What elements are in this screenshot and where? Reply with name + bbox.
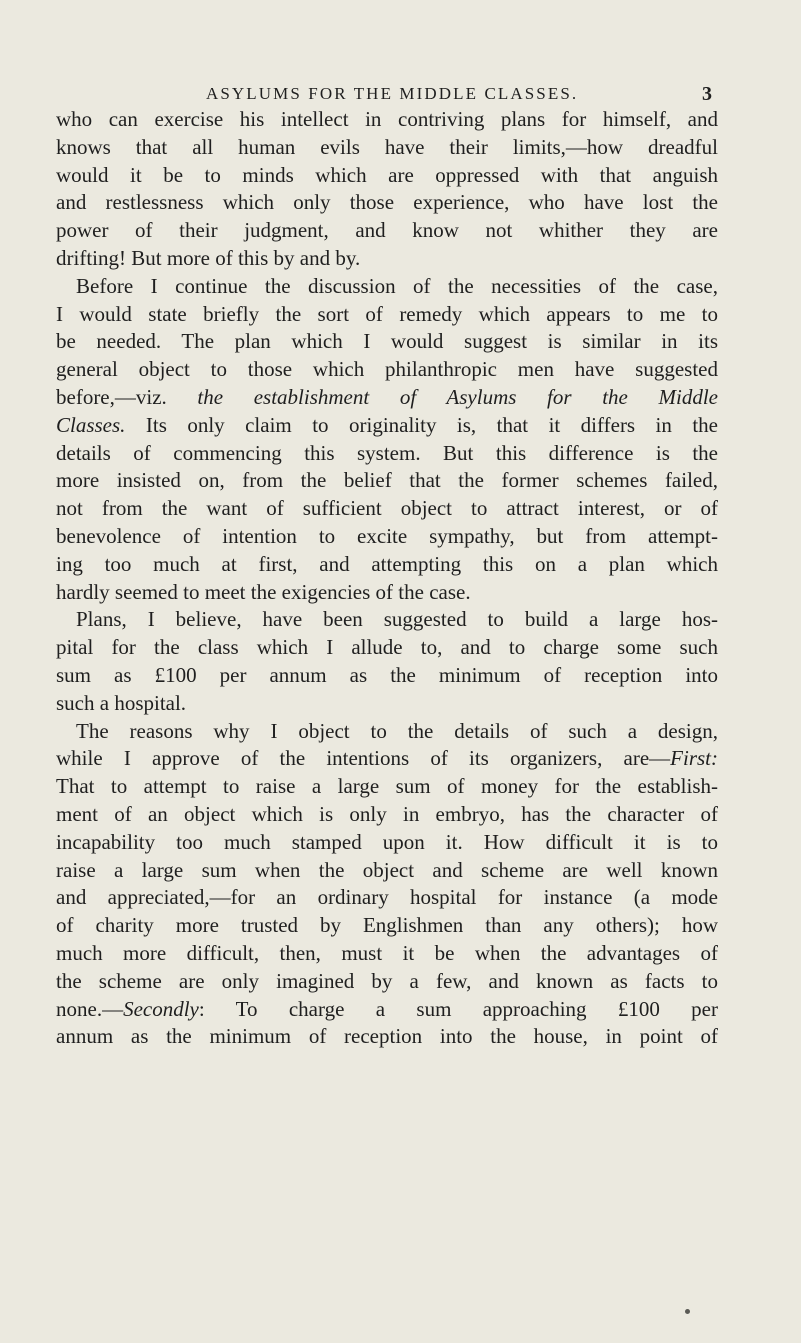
text-line: benevolence of intention to excite sympathy, but from attempt- <box>56 523 718 548</box>
text-line: pital for the class which I allude to, and to charge some such <box>56 635 718 660</box>
text-line: who can exercise his intellect in contriving plans for himself, and <box>56 107 718 131</box>
text-line: Plans, I believe, have been suggested to build a large hos- <box>76 607 718 632</box>
ink-dot <box>685 1309 690 1314</box>
text-run: : To charge a sum approaching £100 per <box>198 996 718 1021</box>
text-line: annum as the minimum of reception into the house, in point of <box>56 1024 718 1049</box>
body-text <box>56 106 718 1051</box>
text-line: power of their judgment, and know not whither they are <box>56 218 718 243</box>
text-line: knows that all human evils have their limits,—how dreadful <box>56 134 718 159</box>
text-line <box>56 384 718 412</box>
text-line: incapability too much stamped upon it. How difficult it is to <box>56 829 718 854</box>
text-line: would it be to minds which are oppressed with that anguish <box>56 162 718 187</box>
italic-run: Secondly <box>123 996 199 1021</box>
text-line: details of commencing this system. But this difference is the <box>56 440 718 465</box>
text-line: more insisted on, from the belief that the former schemes failed, <box>56 468 718 493</box>
text-line: drifting! But more of this by and by. <box>56 245 361 270</box>
text-line <box>56 745 718 773</box>
text-line <box>56 412 718 440</box>
text-run: Its only claim to originality is, that it differs in the <box>125 412 718 437</box>
text-line: much more difficult, then, must it be when the advantages of <box>56 940 718 965</box>
text-line: hardly seemed to meet the exigencies of the case. <box>56 579 471 604</box>
running-title: ASYLUMS FOR THE MIDDLE CLASSES. <box>206 84 579 103</box>
text-line: Before I continue the discussion of the necessities of the case, <box>76 273 718 298</box>
text-line: such a hospital. <box>56 690 187 715</box>
text-line: ment of an object which is only in embryo, has the character of <box>56 801 718 826</box>
text-line: the scheme are only imagined by a few, and known as facts to <box>56 968 718 993</box>
text-line: I would state briefly the sort of remedy which appears to me to <box>56 301 718 326</box>
text-run: before,—viz. <box>56 384 198 409</box>
text-run: while I approve of the intentions of its organizers, are— <box>56 746 671 771</box>
italic-run: the establishment of Asylums for the Middle <box>197 384 718 409</box>
italic-run: First: <box>670 746 718 771</box>
text-line <box>56 996 718 1024</box>
page-number: 3 <box>702 83 712 105</box>
text-line: sum as £100 per annum as the minimum of reception into <box>56 662 718 687</box>
text-run: none.— <box>56 996 124 1021</box>
text-line: not from the want of sufficient object to attract interest, or of <box>56 496 718 521</box>
text-line: be needed. The plan which I would suggest is similar in its <box>56 329 718 354</box>
text-line: The reasons why I object to the details of such a design, <box>76 718 718 743</box>
running-head <box>0 84 801 108</box>
text-line: raise a large sum when the object and scheme are well known <box>56 857 718 882</box>
text-line: ing too much at first, and attempting this on a plan which <box>56 551 718 576</box>
text-line: and restlessness which only those experience, who have lost the <box>56 190 718 215</box>
italic-run: Classes. <box>56 412 126 437</box>
text-line: general object to those which philanthropic men have suggested <box>56 357 718 382</box>
text-line: of charity more trusted by Englishmen than any others); how <box>56 913 718 938</box>
text-line: and appreciated,—for an ordinary hospital for instance (a mode <box>56 885 718 910</box>
text-line: That to attempt to raise a large sum of money for the establish- <box>56 774 718 799</box>
